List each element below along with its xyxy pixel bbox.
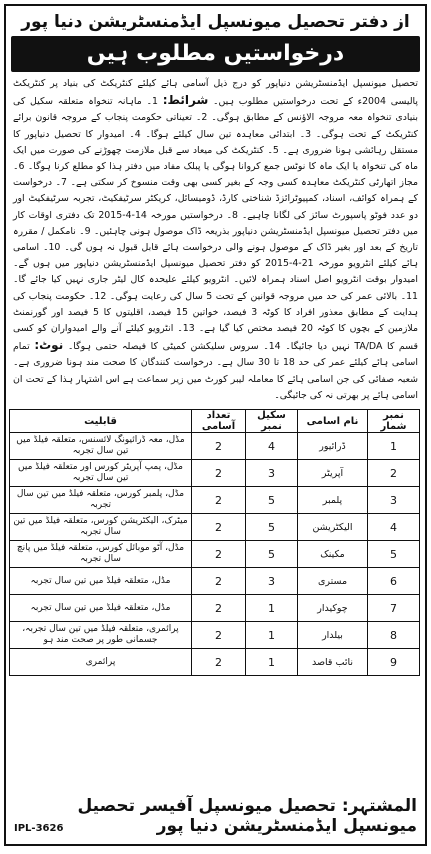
table-row	[10, 514, 420, 541]
col-header-count: تعداد آسامی	[192, 410, 246, 433]
count-cell: 2	[192, 541, 246, 568]
scale-cell: 5	[246, 541, 298, 568]
table-header-row	[10, 410, 420, 433]
qualification-cell: مڈل، پلمبر کورس، متعلقہ فیلڈ میں تین سال تجربہ	[10, 487, 192, 514]
col-header-qualification: قابلیت	[10, 410, 192, 433]
scale-cell: 4	[246, 433, 298, 460]
note-text: تمام اسامی ہائے کیلئے عمر کی حد 18 تا 30 سال ہے۔ درخواست کنندگان کا صحت مند ہونا ضروری ہے۔ شعبہ صفائی کی جن اسامی ہائے کا معاملہ لیبر کورٹ میں زیر سماعت ہے اس اشتہار ہذا کے تحت ان اسامی ہائے پر بھرتی نہ کی جائیگی۔	[13, 341, 418, 401]
serial-cell: 1	[368, 433, 420, 460]
qualification-cell: میٹرک، الیکٹریشن کورس، متعلقہ فیلڈ میں تین سال تجربہ	[10, 514, 192, 541]
serial-cell: 8	[368, 622, 420, 649]
condition-item: 9۔ نامکمل / مقررہ تاریخ کے بعد اور بغیر ڈاک کے موصول ہونے والی درخواست ہائے قابل قبول نہ ہوں گی۔	[13, 225, 418, 254]
qualification-cell: پرائمری، متعلقہ فیلڈ میں تین سال تجربہ، جسمانی طور پر صحت مند ہو	[10, 622, 192, 649]
scale-cell: 3	[246, 460, 298, 487]
table-row	[10, 595, 420, 622]
scale-cell: 1	[246, 595, 298, 622]
vacancies-table	[9, 409, 420, 676]
table-row	[10, 433, 420, 460]
table-row	[10, 622, 420, 649]
qualification-cell: مڈل، پمپ آپریٹر کورس اور متعلقہ فیلڈ میں تین سال تجربہ	[10, 460, 192, 487]
applications-wanted-banner: درخواستیں مطلوب ہیں	[11, 36, 420, 72]
serial-cell: 5	[368, 541, 420, 568]
condition-item: 3۔ ابتدائی معاہدہ تین سال کیلئے ہوگا۔	[145, 128, 312, 140]
col-header-serial: نمبر شمار	[368, 410, 420, 433]
table-row	[10, 541, 420, 568]
office-header: از دفتر تحصیل میونسپل ایڈمنسٹریشن دنیا پور	[21, 12, 410, 32]
condition-item: 5۔ کنٹریکٹ کی میعاد سے قبل ملازمت چھوڑنے کی صورت میں ایک ماہ کی تنخواہ یا ایک ماہ کا نوٹس جمع کروانا ہوگی یا پبلک مفاد میں دفتر ہذا کو مطلع کرنا ہوگا۔	[13, 144, 418, 173]
qualification-cell: مڈل، معہ ڈرائیونگ لائسنس، متعلقہ فیلڈ میں تین سال تجربہ	[10, 433, 192, 460]
serial-cell: 9	[368, 649, 420, 676]
table-row	[10, 649, 420, 676]
advertiser-signature: المشتہر: تحصیل میونسپل آفیسر تحصیل میونسپل ایڈمنسٹریشن دنیا پور	[77, 796, 417, 836]
scale-cell: 3	[246, 568, 298, 595]
condition-item: 14۔ سروس سلیکشن کمیٹی کا فیصلہ حتمی ہوگا۔	[67, 341, 281, 353]
qualification-cell: مڈل، متعلقہ فیلڈ میں تین سال تجربہ	[10, 595, 192, 622]
scale-cell: 1	[246, 622, 298, 649]
count-cell: 2	[192, 568, 246, 595]
count-cell: 2	[192, 622, 246, 649]
serial-cell: 2	[368, 460, 420, 487]
scale-cell: 1	[246, 649, 298, 676]
qualification-cell: مڈل، متعلقہ فیلڈ میں تین سال تجربہ	[10, 568, 192, 595]
post-cell: ڈرائیور	[298, 433, 368, 460]
post-cell: الیکٹریشن	[298, 514, 368, 541]
condition-item: 7۔ درخواست کے ہمراہ کوائف، اسناد، کمپیوٹرائزڈ شناختی کارڈ، ڈومیسائل، کریکٹر سرٹیفکیٹ، تجربہ سرٹیفکیٹ اور دو عدد فوٹو پاسپورٹ سائز کی لگانا چاہیے۔	[13, 177, 418, 221]
scale-cell: 5	[246, 487, 298, 514]
condition-item: 13۔ انٹرویو کیلئے آنے والے امیدواران کو کسی قسم کا TA/DA نہیں دیا جائیگا۔	[13, 323, 419, 353]
ipl-code: IPL-3626	[14, 823, 64, 834]
conditions-label: شرائط:	[162, 93, 209, 108]
post-cell: نائب قاصد	[298, 649, 368, 676]
count-cell: 2	[192, 460, 246, 487]
post-cell: پلمبر	[298, 487, 368, 514]
serial-cell: 4	[368, 514, 420, 541]
table-row	[10, 460, 420, 487]
condition-item: 10۔ اسامی ہائے کیلئے انٹرویو مورخہ 21-4-2015 کو دفتر تحصیل میونسپل ایڈمنسٹریشن دنیاپور میں ہوں گے۔ امیدوار بوقت انٹرویو اصل اسناد ہمراہ لائیں۔ انٹرویو کیلئے علیحدہ کال لیٹر جاری نہیں کیا جائے گا۔	[13, 242, 418, 286]
intro-text: تحصیل میونسپل ایڈمنسٹریشن دنیاپور کو درج ذیل آسامی ہائے کیلئے کنٹریکٹ کی بنیاد پر کنٹریکٹ پالیسی 2004ء کے تحت درخواستیں مطلوب ہیں۔	[13, 78, 419, 108]
serial-cell: 3	[368, 487, 420, 514]
count-cell: 2	[192, 649, 246, 676]
post-cell: مستری	[298, 568, 368, 595]
count-cell: 2	[192, 514, 246, 541]
post-cell: چوکیدار	[298, 595, 368, 622]
note-label: نوٹ:	[34, 338, 64, 353]
table-row	[10, 568, 420, 595]
post-cell: مکینک	[298, 541, 368, 568]
post-cell: آپریٹر	[298, 460, 368, 487]
serial-cell: 6	[368, 568, 420, 595]
job-advertisement	[4, 4, 427, 846]
count-cell: 2	[192, 487, 246, 514]
condition-item: 2۔ تعیناتی حکومت پنجاب کے مروجہ قانون برائے کنٹریکٹ کے تحت ہوگی۔	[13, 112, 418, 140]
condition-item: 12۔ حکومت پنجاب کی ہدایت کے مطابق معذور افراد کا کوٹہ 3 فیصد، خواتین 15 فیصد، اقلیتوں کا 5 فیصد اور گورنمنٹ ملازمین کے بچوں کا کوٹہ 20 فیصد مختص کیا گیا ہے۔	[13, 290, 419, 335]
post-cell: بیلدار	[298, 622, 368, 649]
condition-item: 6۔ مجاز اتھارٹی کنٹریکٹ معاہدہ کسی وجہ کے بغیر کسی بھی وقت منسوخ کر سکتی ہے۔	[13, 161, 419, 189]
qualification-cell: مڈل، آٹو موبائل کورس، متعلقہ فیلڈ میں پانچ سال تجربہ	[10, 541, 192, 568]
count-cell: 2	[192, 433, 246, 460]
count-cell: 2	[192, 595, 246, 622]
table-row	[10, 487, 420, 514]
col-header-scale: سکیل نمبر	[246, 410, 298, 433]
col-header-post: نام اسامی	[298, 410, 368, 433]
condition-item: 11۔ بالائی عمر کی حد میں مروجہ قوانین کے تحت 5 سال کی رعایت ہوگی۔	[109, 290, 418, 302]
condition-item: 4۔ امیدوار کا تحصیل دنیاپور کا مستقل رہائشی ہونا ضروری ہے۔	[13, 128, 419, 156]
serial-cell: 7	[368, 595, 420, 622]
advertisement-body	[6, 72, 425, 406]
qualification-cell: پرائمری	[10, 649, 192, 676]
condition-item: 8۔ درخواستیں مورخہ 14-4-2015 تک دفتری اوقات کار میں دفتر تحصیل میونسپل ایڈمنسٹریشن دنیاپور بذریعہ ڈاک موصول ہونی چاہئیں۔	[13, 209, 419, 237]
scale-cell: 5	[246, 514, 298, 541]
condition-item: 1۔ ماہانہ تنخواہ متعلقہ سکیل کی بنیادی تنخواہ معہ مروجہ الاؤنس کے مطابق ہوگی۔	[13, 96, 418, 124]
